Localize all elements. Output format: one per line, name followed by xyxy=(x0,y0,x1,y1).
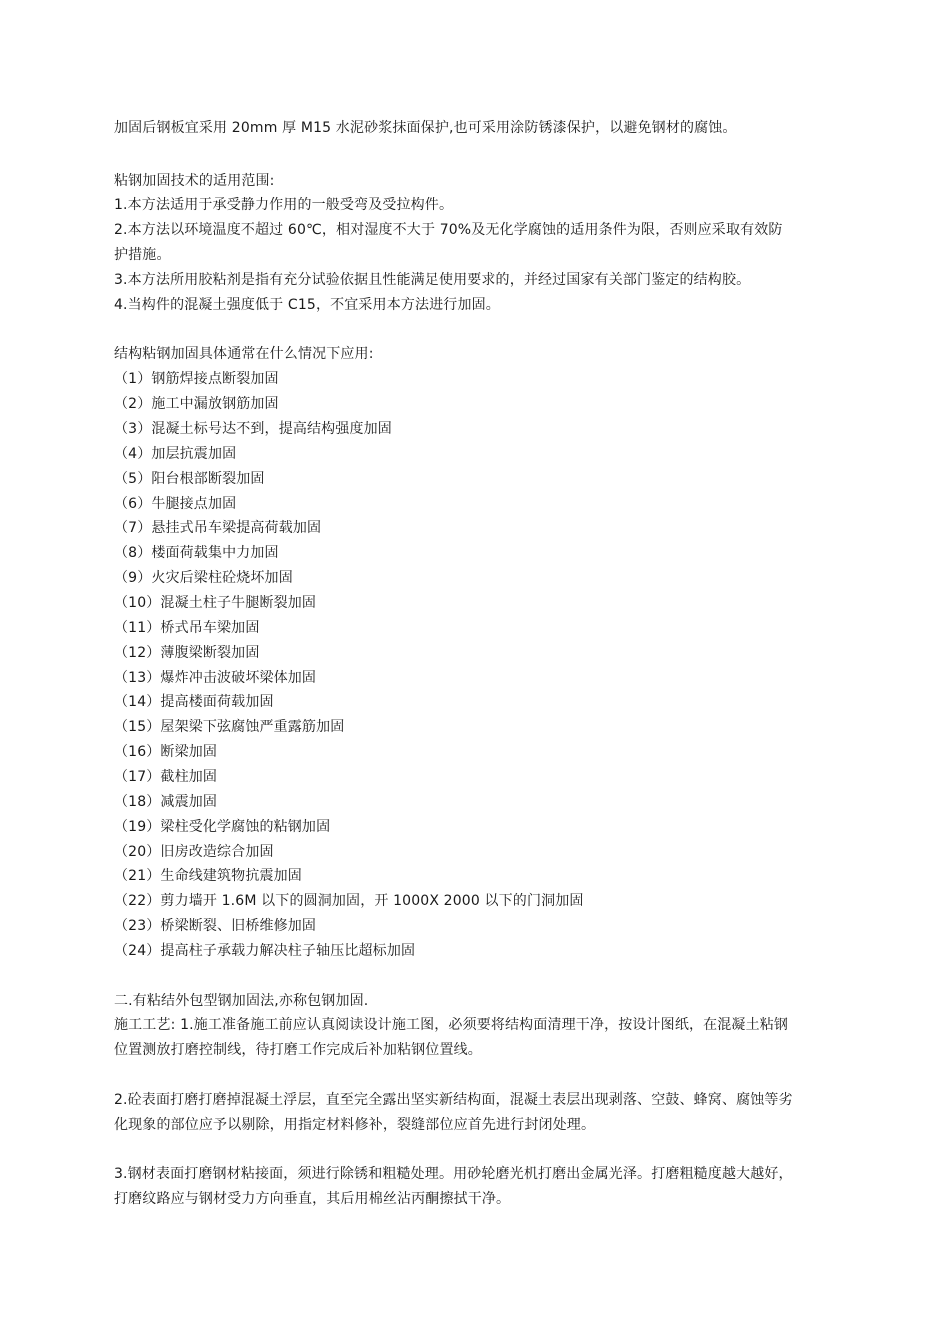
application-item: （9）火灾后梁柱砼烧坏加固 xyxy=(114,570,293,586)
applications-heading: 结构粘钢加固具体通常在什么情况下应用: xyxy=(114,346,374,362)
application-item: （19）梁柱受化学腐蚀的粘钢加固 xyxy=(114,819,331,835)
application-item: （10）混凝土柱子牛腿断裂加固 xyxy=(114,595,317,611)
protection-paragraph: 加固后钢板宜采用 20mm 厚 M15 水泥砂浆抹面保护,也可采用涂防锈漆保护，以避免钢材的腐蚀。 xyxy=(114,120,737,136)
application-item: （1）钢筋焊接点断裂加固 xyxy=(114,371,279,387)
application-item: （14）提高楼面荷载加固 xyxy=(114,694,274,710)
application-item: （15）屋架梁下弦腐蚀严重露筋加固 xyxy=(114,719,345,735)
step3-line: 3.钢材表面打磨钢材粘接面，须进行除锈和粗糙处理。用砂轮磨光机打磨出金属光泽。打磨粗糙度越大越好， xyxy=(114,1166,793,1182)
application-item: （8）楼面荷载集中力加固 xyxy=(114,545,279,561)
step2-line: 2.砼表面打磨打磨掉混凝土浮层，直至完全露出坚实新结构面，混凝土表层出现剥落、空鼓、蜂窝、腐蚀等劣 xyxy=(114,1092,793,1108)
application-item: （13）爆炸冲击波破坏梁体加固 xyxy=(114,670,317,686)
scope-item: 4.当构件的混凝土强度低于 C15，不宜采用本方法进行加固。 xyxy=(114,297,500,313)
scope-heading: 粘钢加固技术的适用范围: xyxy=(114,173,275,189)
application-item: （2）施工中漏放钢筋加固 xyxy=(114,396,279,412)
application-item: （20）旧房改造综合加固 xyxy=(114,844,274,860)
scope-item: 2.本方法以环境温度不超过 60℃，相对湿度不大于 70%及无化学腐蚀的适用条件为限，否则应采取有效防 xyxy=(114,222,783,238)
application-item: （3）混凝土标号达不到，提高结构强度加固 xyxy=(114,421,392,437)
step3-line: 打磨纹路应与钢材受力方向垂直，其后用棉丝沾丙酮擦拭干净。 xyxy=(114,1191,511,1207)
scope-item: 3.本方法所用胶粘剂是指有充分试验依据且性能满足使用要求的，并经过国家有关部门鉴定的结构胶。 xyxy=(114,272,751,288)
scope-item: 1.本方法适用于承受静力作用的一般受弯及受拉构件。 xyxy=(114,197,454,213)
application-item: （4）加层抗震加固 xyxy=(114,446,237,462)
application-item: （5）阳台根部断裂加固 xyxy=(114,471,265,487)
application-item: （23）桥梁断裂、旧桥维修加固 xyxy=(114,918,317,934)
application-item: （12）薄腹梁断裂加固 xyxy=(114,645,260,661)
step1-line: 位置测放打磨控制线，待打磨工作完成后补加粘钢位置线。 xyxy=(114,1042,482,1058)
application-item: （18）减震加固 xyxy=(114,794,218,810)
application-item: （6）牛腿接点加固 xyxy=(114,496,237,512)
application-item: （24）提高柱子承载力解决柱子轴压比超标加固 xyxy=(114,943,416,959)
scope-item-continued: 护措施。 xyxy=(114,247,171,263)
step2-line: 化现象的部位应予以剔除，用指定材料修补，裂缝部位应首先进行封闭处理。 xyxy=(114,1117,596,1133)
application-item: （16）断梁加固 xyxy=(114,744,218,760)
application-item: （11）桥式吊车梁加固 xyxy=(114,620,260,636)
step1-line: 施工工艺: 1.施工准备施工前应认真阅读设计施工图，必须要将结构面清理干净，按设计图纸，在混凝土粘钢 xyxy=(114,1017,789,1033)
application-item: （17）截柱加固 xyxy=(114,769,218,785)
application-item: （22）剪力墙开 1.6M 以下的圆洞加固，开 1000X 2000 以下的门洞加固 xyxy=(114,893,584,909)
application-item: （7）悬挂式吊车梁提高荷载加固 xyxy=(114,520,322,536)
application-item: （21）生命线建筑物抗震加固 xyxy=(114,868,302,884)
section2-heading: 二.有粘结外包型钢加固法,亦称包钢加固. xyxy=(114,993,369,1009)
